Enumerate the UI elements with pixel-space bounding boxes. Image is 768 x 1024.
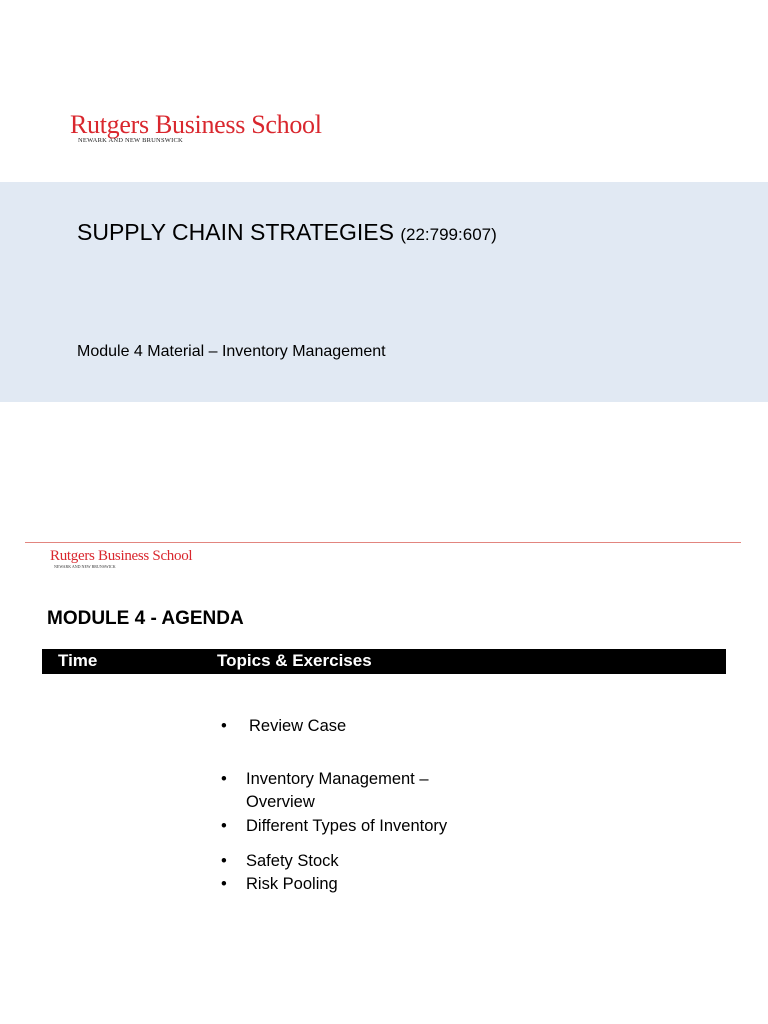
module-subtitle: Module 4 Material – Inventory Management (77, 343, 386, 360)
logo-tagline-small: NEWARK AND NEW BRUNSWICK (54, 564, 116, 569)
column-header-topics: Topics & Exercises (217, 651, 372, 670)
logo-tagline: NEWARK AND NEW BRUNSWICK (78, 137, 183, 144)
agenda-heading: MODULE 4 - AGENDA (47, 608, 244, 629)
course-code: (22:799:607) (400, 225, 497, 244)
slide-divider (25, 542, 741, 543)
bullet-icon: • (221, 770, 227, 788)
course-title (77, 219, 497, 246)
agenda-table-header (42, 649, 726, 674)
topic-text: Safety Stock (246, 852, 339, 870)
bullet-icon: • (221, 875, 227, 893)
bullet-icon: • (221, 852, 227, 870)
title-band (0, 182, 768, 402)
column-header-time: Time (58, 651, 98, 670)
bullet-icon: • (221, 817, 227, 835)
topic-text: Different Types of Inventory (246, 817, 448, 835)
rutgers-business-school-logo-small: Rutgers Business School (50, 548, 193, 564)
course-name: SUPPLY CHAIN STRATEGIES (77, 219, 394, 245)
topic-text: Inventory Management – (246, 770, 429, 788)
topic-text: Overview (246, 793, 315, 811)
rutgers-business-school-logo: Rutgers Business School (70, 110, 322, 139)
topic-text: Risk Pooling (246, 875, 338, 893)
topic-text: Review Case (249, 717, 347, 735)
bullet-icon: • (221, 717, 227, 735)
